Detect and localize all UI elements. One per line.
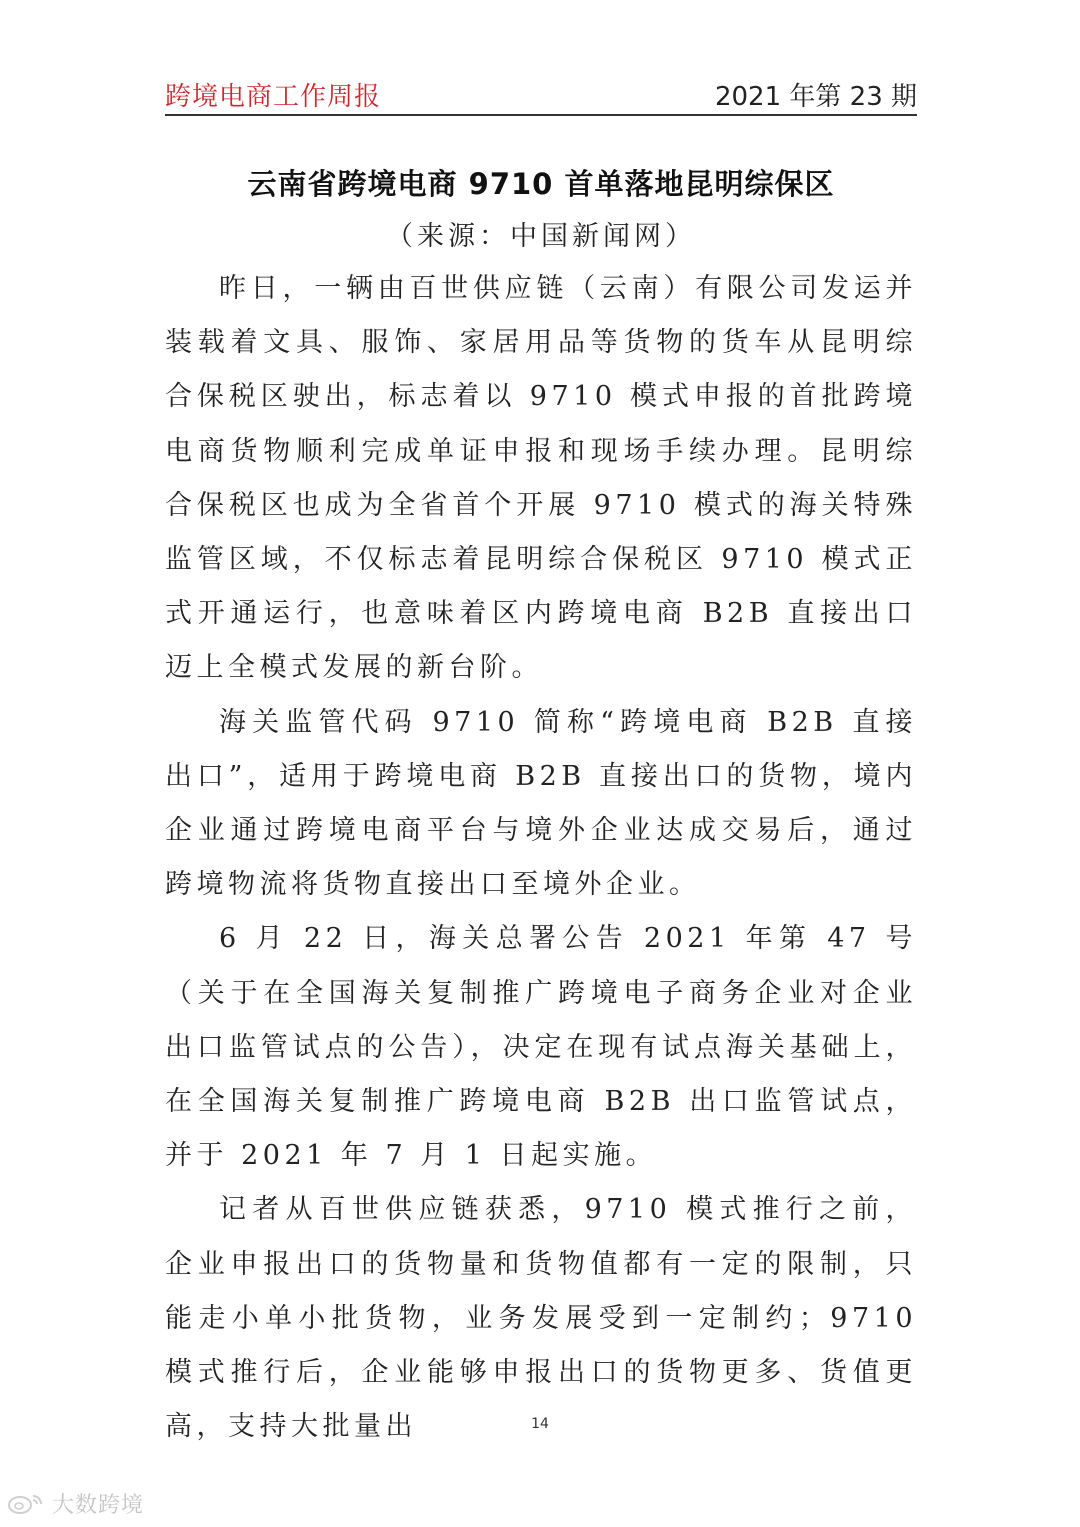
article-source: （来源：中国新闻网） (386, 221, 696, 252)
issue-number: 2021 年第 23 期 (714, 82, 917, 112)
watermark (6, 1486, 144, 1520)
article-paragraph: 记者从百世供应链获悉，9710 模式推行之前，企业申报出口的货物量和货物值都有一定的限制，只能走小单小批货物，业务发展受到一定制约；9710 模式推行后，企业能够申报出口的货物更多、货值更高，支持大批量出 (165, 1194, 917, 1443)
article-paragraph: 6 月 22 日，海关总署公告 2021 年第 47 号（关于在全国海关复制推广跨境电子商务企业对企业出口监管试点的公告），决定在现有试点海关基础上，在全国海关复制推广跨境电商 B2B 出口监管试点，并于 2021 年 7 月 1 日起实施。 (165, 923, 917, 1172)
weibo-logo-icon (6, 1491, 46, 1515)
page-number: 14 (531, 1416, 549, 1432)
watermark-text: 大数跨境 (52, 1492, 145, 1518)
publication-title: 跨境电商工作周报 (165, 82, 382, 112)
article-title: 云南省跨境电商 9710 首单落地昆明综保区 (247, 167, 835, 201)
article-paragraph: 昨日，一辆由百世供应链（云南）有限公司发运并装载着文具、服饰、家居用品等货物的货车从昆明综合保税区驶出，标志着以 9710 模式申报的首批跨境电商货物顺利完成单证申报和现场手续办理。昆明综合保税区也成为全省首个开展 9710 模式的海关特殊监管区域，不仅标志着昆明综合保税区 9710 模式正式开通运行，也意味着区内跨境电商 B2B 直接出口迈上全模式发展的新台阶。 (165, 273, 917, 684)
article-paragraph: 海关监管代码 9710 简称“跨境电商 B2B 直接出口”，适用于跨境电商 B2B 直接出口的货物，境内企业通过跨境电商平台与境外企业达成交易后，通过跨境物流将货物直接出口至境外企业。 (165, 706, 917, 901)
article-body (165, 262, 917, 1454)
page-header (165, 70, 917, 116)
